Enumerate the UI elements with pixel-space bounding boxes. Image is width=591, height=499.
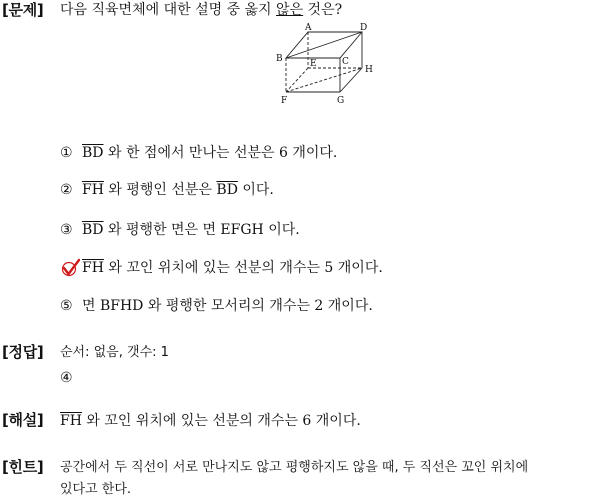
label-g: G [337, 96, 345, 106]
edge-gh [340, 68, 362, 92]
option-3-marker: ③ [60, 222, 73, 238]
answer-line-1: 순서: 없음, 갯수: 1 [60, 345, 169, 360]
option-4[interactable] [82, 259, 383, 277]
option-5[interactable] [60, 297, 373, 315]
option-3[interactable] [60, 221, 300, 239]
question-text-end: 것은? [303, 2, 343, 18]
option-3-text: 와 평행한 면은 면 EFGH 이다. [103, 222, 300, 238]
hint-line-1: 공간에서 두 직선이 서로 만나지도 않고 평행하지도 않을 때, 두 직선은 꼬인 위치에 [60, 460, 529, 475]
question-text [60, 1, 342, 19]
label-c: C [342, 57, 349, 67]
question-underlined-word: 않은 [276, 2, 304, 18]
option-1-segment: $\overline{BD}$ [82, 145, 104, 161]
hint-line-2: 있다고 한다. [60, 482, 132, 497]
hint-tag: [힌트] [2, 458, 44, 476]
option-4-segment: $\overline{FH}$ [82, 260, 104, 276]
label-f: F [281, 96, 288, 106]
label-a: A [305, 23, 312, 33]
question-tag: [문제] [2, 1, 44, 19]
option-2-text: 이다. [237, 182, 274, 198]
checkmark-icon [61, 258, 81, 278]
explanation-segment: $\overline{FH}$ [60, 413, 82, 429]
explanation-body: 와 꼬인 위치에 있는 선분의 개수는 6 개이다. [81, 413, 361, 429]
option-1[interactable] [60, 144, 337, 162]
cuboid-figure [272, 22, 382, 108]
label-h: H [365, 65, 373, 75]
option-2-marker: ② [60, 182, 73, 198]
question-text-start: 다음 직육면체에 대한 설명 중 옳지 [60, 2, 277, 18]
option-2-segment: $\overline{FH}$ [82, 182, 104, 198]
option-3-segment: $\overline{BD}$ [82, 222, 104, 238]
explanation-text [60, 412, 361, 430]
label-e: E [310, 59, 317, 69]
answer-tag: [정답] [2, 343, 44, 361]
option-5-marker: ⑤ [60, 298, 73, 314]
option-2-text-mid: 와 평행인 선분은 [103, 182, 217, 198]
label-b: B [276, 54, 283, 64]
option-5-text: 면 BFHD 와 평행한 모서리의 개수는 2 개이다. [82, 298, 373, 314]
option-1-marker: ① [60, 145, 73, 161]
explanation-tag: [해설] [2, 411, 44, 429]
label-d: D [360, 23, 368, 33]
option-2-segment-2: $\overline{BD}$ [216, 182, 238, 198]
option-4-text: 와 꼬인 위치에 있는 선분의 개수는 5 개이다. [103, 260, 383, 276]
answer-line-2: ④ [60, 370, 73, 386]
option-1-text: 와 한 점에서 만나는 선분은 6 개이다. [103, 145, 338, 161]
option-2[interactable] [60, 181, 274, 199]
